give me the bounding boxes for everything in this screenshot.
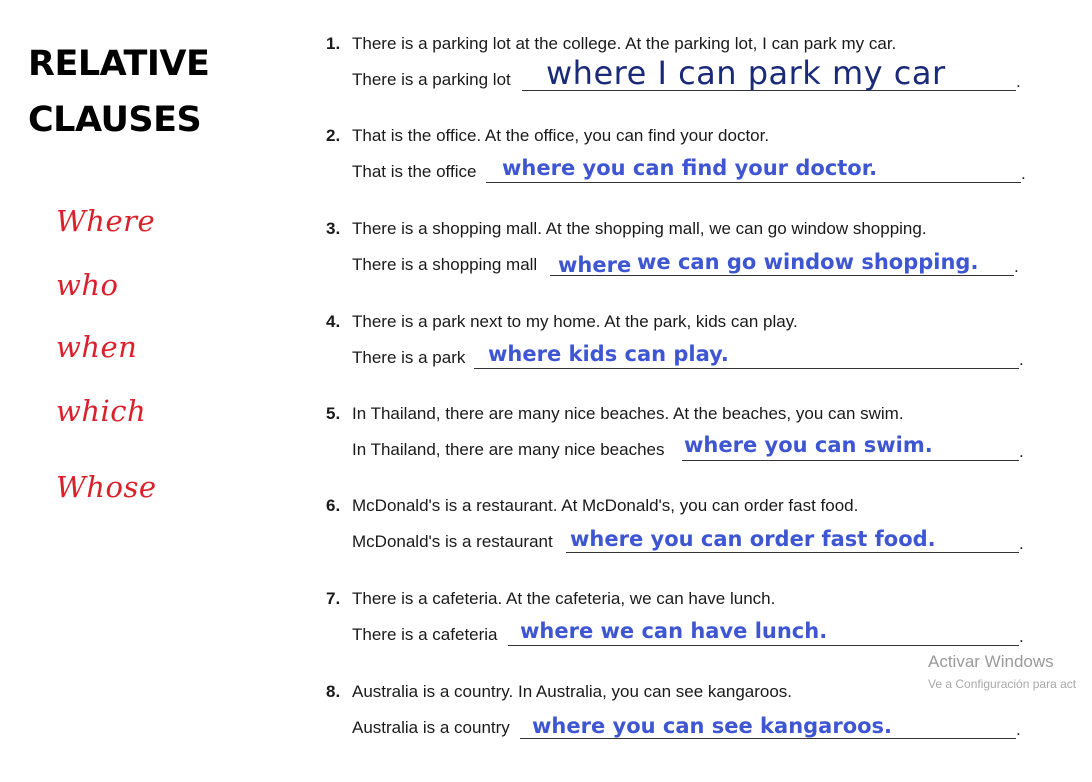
pronoun-where: Where [56,204,156,238]
typed-answer-relative-pronoun: where [558,253,632,277]
answer-stem: There is a parking lot [352,70,511,89]
item-number: 7. [326,589,341,608]
question-sentence [326,126,769,146]
answer-stem: That is the office [352,162,477,181]
activation-watermark-title: Activar Windows [928,652,1054,671]
question-sentence [326,682,792,702]
period: . [1016,720,1021,739]
answer-blank[interactable] [682,460,1019,461]
item-number: 4. [326,312,341,331]
typed-answer: where you can find your doctor. [502,156,878,180]
question-text: McDonald's is a restaurant. At McDonald's, you can order fast food. [352,496,859,515]
period: . [1014,257,1019,276]
question-text: There is a park next to my home. At the park, kids can play. [352,312,798,331]
title-line-1: RELATIVE [28,44,210,84]
pronoun-which: which [56,394,147,428]
pronoun-who: who [56,268,119,302]
answer-blank[interactable] [474,368,1019,369]
typed-answer: where we can have lunch. [520,619,828,643]
period: . [1016,72,1021,91]
question-sentence [326,312,798,332]
question-text: There is a shopping mall. At the shopping mall, we can go window shopping. [352,219,927,238]
question-text: Australia is a country. In Australia, you can see kangaroos. [352,682,793,701]
answer-blank[interactable] [566,552,1019,553]
period: . [1019,627,1024,646]
answer-stem: McDonald's is a restaurant [352,532,553,551]
answer-stem: There is a cafeteria [352,625,498,644]
item-number: 2. [326,126,341,145]
answer-stem: There is a park [352,348,466,367]
question-sentence [326,404,904,424]
page-title [28,36,209,148]
question-text: There is a parking lot at the college. At the parking lot, I can park my car. [352,34,897,53]
item-number: 1. [326,34,341,53]
question-text: There is a cafeteria. At the cafeteria, we can have lunch. [352,589,776,608]
pronoun-whose: Whose [56,470,157,504]
question-text: That is the office. At the office, you can find your doctor. [352,126,770,145]
answer-stem: In Thailand, there are many nice beaches [352,440,665,459]
handwritten-answer: where I can park my car [546,54,946,92]
period: . [1019,534,1024,553]
answer-blank[interactable] [486,182,1021,183]
period: . [1019,350,1024,369]
item-number: 3. [326,219,341,238]
question-sentence [326,496,858,516]
pronoun-when: when [56,330,138,364]
answer-stem: There is a shopping mall [352,255,538,274]
question-sentence [326,34,896,54]
answer-blank[interactable] [520,738,1016,739]
typed-answer: where you can see kangaroos. [532,714,893,738]
item-number: 8. [326,682,341,701]
answer-blank[interactable] [508,645,1019,646]
typed-answer: where you can order fast food. [570,527,936,551]
period: . [1019,442,1024,461]
typed-answer: where you can swim. [684,433,933,457]
item-number: 5. [326,404,341,423]
question-text: In Thailand, there are many nice beaches. At the beaches, you can swim. [352,404,904,423]
title-line-2: CLAUSES [28,100,202,140]
answer-stem: Australia is a country [352,718,510,737]
item-number: 6. [326,496,341,515]
typed-answer: where kids can play. [488,342,729,366]
period: . [1021,164,1026,183]
question-sentence [326,589,775,609]
activation-watermark-subtitle: Ve a Configuración para act [928,677,1077,691]
typed-answer-clause: we can go window shopping. [637,250,979,274]
question-sentence [326,219,927,239]
